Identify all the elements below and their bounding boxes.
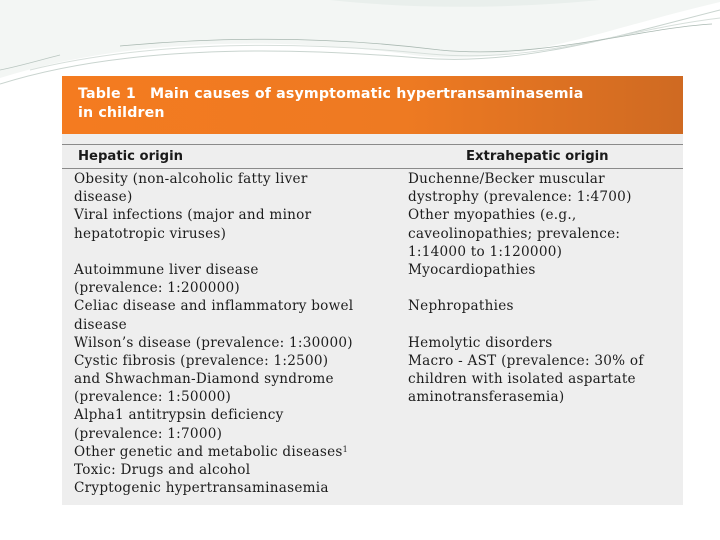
causes-table	[62, 76, 683, 505]
line-spacer	[408, 316, 644, 334]
hepatic-line-text: Autoimmune liver disease	[74, 261, 259, 278]
extrahepatic-line	[408, 334, 644, 352]
hepatic-line-text: (prevalence: 1:50000)	[74, 389, 232, 406]
hepatic-line	[74, 443, 353, 461]
hepatic-line	[74, 406, 353, 424]
extrahepatic-line	[408, 388, 644, 406]
extrahepatic-line	[408, 170, 644, 188]
hepatic-line	[74, 297, 353, 315]
hepatic-line-text: (prevalence: 1:200000)	[74, 280, 240, 297]
extrahepatic-line-text: aminotransferasemia)	[408, 389, 565, 406]
hepatic-line-text: Viral infections (major and minor	[74, 207, 312, 224]
column-header-extrahepatic: Extrahepatic origin	[466, 149, 609, 164]
hepatic-line	[74, 206, 353, 224]
extrahepatic-line-text: Hemolytic disorders	[408, 334, 553, 351]
extrahepatic-line-text: dystrophy (prevalence: 1:4700)	[408, 189, 632, 206]
hepatic-line	[74, 479, 353, 497]
extrahepatic-line-text: children with isolated aspartate	[408, 371, 636, 388]
hepatic-line	[74, 461, 353, 479]
hepatic-origin-column	[74, 170, 353, 497]
hepatic-line	[74, 334, 353, 352]
hepatic-line	[74, 388, 353, 406]
hepatic-line-text: Celiac disease and inflammatory bowel	[74, 298, 354, 315]
hepatic-line	[74, 261, 353, 279]
hepatic-line	[74, 352, 353, 370]
hepatic-line-text: Wilson’s disease (prevalence: 1:30000)	[74, 334, 353, 351]
extrahepatic-line-text: Nephropathies	[408, 298, 514, 315]
extrahepatic-line	[408, 225, 644, 243]
hepatic-line	[74, 316, 353, 334]
hepatic-line-text: disease	[74, 316, 127, 333]
hepatic-line-text: Alpha1 antitrypsin deficiency	[74, 407, 284, 424]
extrahepatic-line	[408, 206, 644, 224]
hepatic-line-text: Cryptogenic hypertransaminasemia	[74, 480, 329, 497]
extrahepatic-line	[408, 243, 644, 261]
hepatic-line	[74, 425, 353, 443]
header-top-rule	[62, 144, 683, 145]
hepatic-line-text: Toxic: Drugs and alcohol	[74, 462, 251, 478]
extrahepatic-origin-column	[408, 170, 644, 406]
table-number: Table 1	[78, 86, 136, 102]
extrahepatic-line	[408, 261, 644, 279]
hepatic-line-text: Obesity (non-alcoholic fatty liver	[74, 171, 308, 187]
hepatic-line-text: and Shwachman-Diamond syndrome	[74, 371, 334, 388]
extrahepatic-line	[408, 352, 644, 370]
hepatic-line-text: (prevalence: 1:7000)	[74, 425, 223, 442]
table-title: Main causes of asymptomatic hypertransaminasemia	[149, 86, 584, 102]
table-title-line-2: in children	[78, 104, 165, 121]
hepatic-line	[74, 279, 353, 297]
hepatic-line-text: disease)	[74, 189, 133, 206]
column-header-hepatic: Hepatic origin	[78, 149, 183, 164]
header-bottom-rule	[62, 168, 683, 169]
table-title-line-1	[78, 85, 673, 104]
extrahepatic-line-text: 1:14000 to 1:120000)	[408, 243, 563, 260]
extrahepatic-line-text: Myocardiopathies	[408, 261, 536, 278]
extrahepatic-line	[408, 370, 644, 388]
extrahepatic-line-text: Duchenne/Becker muscular	[408, 171, 605, 187]
hepatic-line-text: Other genetic and metabolic diseases	[74, 443, 343, 460]
hepatic-line	[74, 188, 353, 206]
hepatic-line	[74, 225, 353, 243]
footnote-marker: 1	[342, 444, 348, 454]
hepatic-line-text: hepatotropic viruses)	[74, 225, 227, 242]
extrahepatic-line	[408, 297, 644, 315]
line-spacer	[408, 279, 644, 297]
table-title-banner	[62, 76, 683, 134]
extrahepatic-line	[408, 188, 644, 206]
line-spacer	[74, 243, 353, 261]
hepatic-line	[74, 370, 353, 388]
extrahepatic-line-text: Macro - AST (prevalence: 30% of	[408, 352, 644, 369]
extrahepatic-line-text: Other myopathies (e.g.,	[408, 207, 577, 224]
hepatic-line	[74, 170, 353, 188]
extrahepatic-line-text: caveolinopathies; prevalence:	[408, 225, 621, 242]
hepatic-line-text: Cystic fibrosis (prevalence: 1:2500)	[74, 352, 329, 369]
